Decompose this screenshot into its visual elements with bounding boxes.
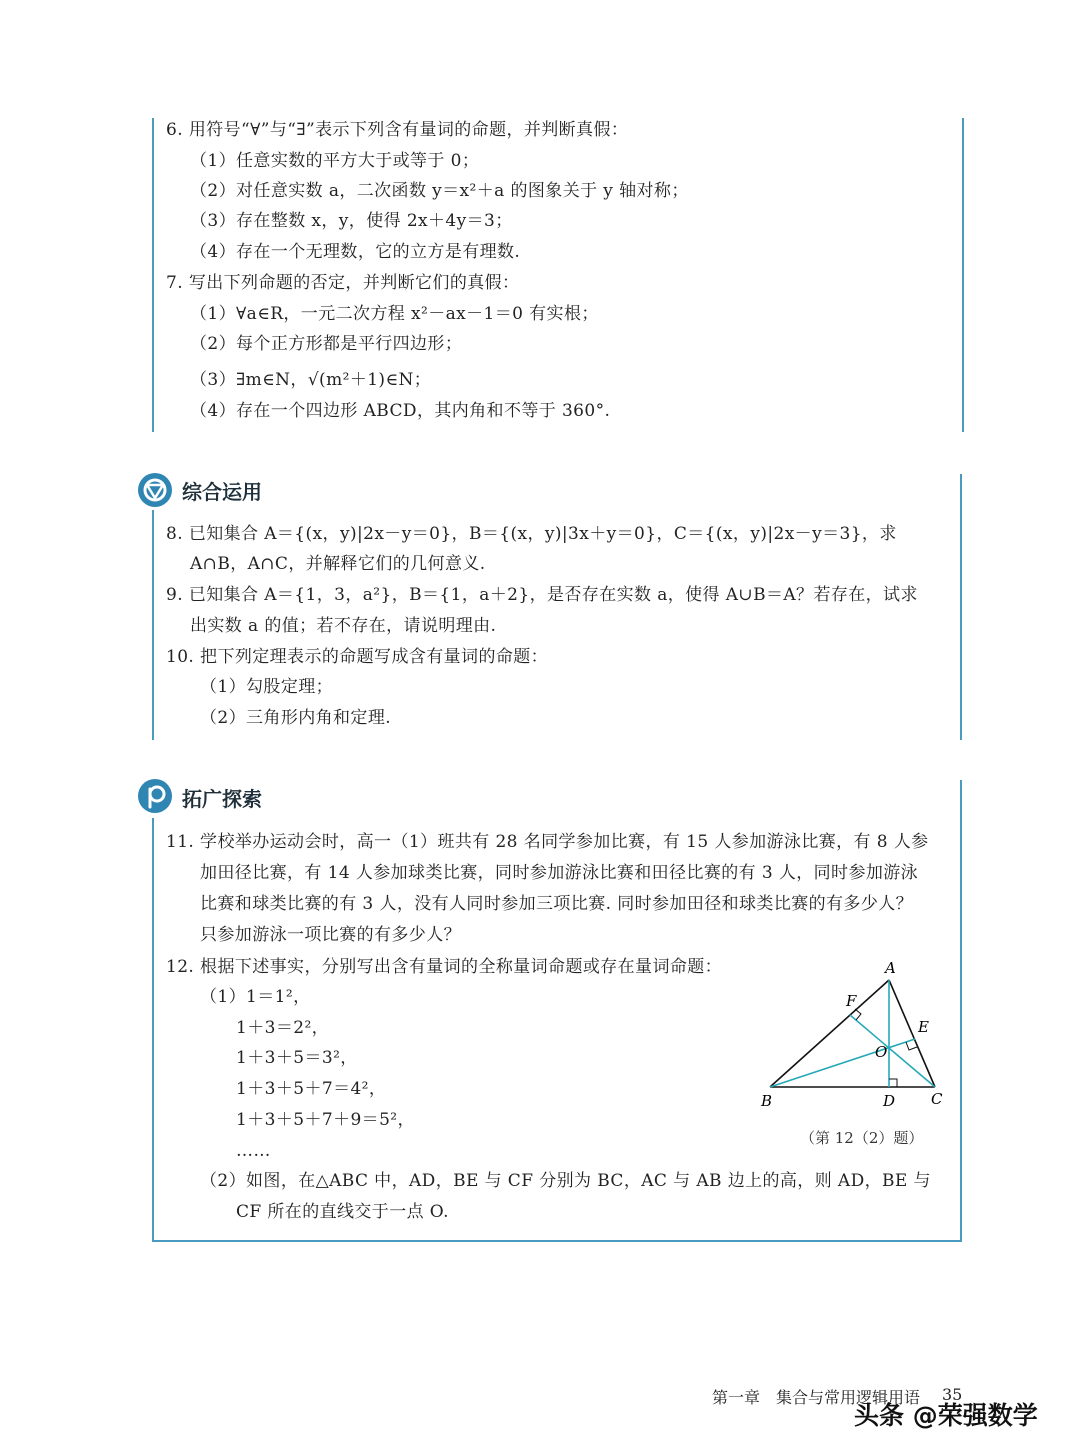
question-6-item-3: （3）存在整数 x，y，使得 2x＋4y＝3； bbox=[190, 211, 513, 231]
question-9-cont: 出实数 a 的值；若不存在，请说明理由. bbox=[190, 616, 497, 636]
question-6-item-2: （2）对任意实数 a，二次函数 y＝x²＋a 的图象关于 y 轴对称； bbox=[190, 181, 689, 201]
point-label-e: E bbox=[918, 1018, 929, 1036]
question-11-cont-3: 只参加游泳一项比赛的有多少人？ bbox=[200, 925, 461, 945]
sequence-line-3: 1＋3＋5＝3²， bbox=[236, 1048, 358, 1068]
footer-chapter: 第一章 集合与常用逻辑用语 bbox=[712, 1388, 921, 1407]
question-11: 11. 学校举办运动会时，高一（1）班共有 28 名同学参加比赛，有 15 人参加游泳比赛，有 8 人参 bbox=[166, 832, 929, 852]
section2-left-rule bbox=[152, 510, 154, 740]
vertex-label-c: C bbox=[931, 1090, 943, 1108]
question-6: 6. 用符号“∀”与“∃”表示下列含有量词的命题，并判断真假： bbox=[166, 120, 629, 140]
question-10-item-2: （2）三角形内角和定理. bbox=[200, 708, 392, 728]
question-10-item-1: （1）勾股定理； bbox=[200, 677, 334, 697]
right-angle-d bbox=[889, 1079, 897, 1087]
sequence-ellipsis: …… bbox=[236, 1141, 271, 1161]
question-7-item-4: （4）存在一个四边形 ABCD，其内角和不等于 360°. bbox=[190, 401, 611, 421]
figure-caption: （第 12（2）题） bbox=[800, 1129, 924, 1147]
altitude-be bbox=[770, 1039, 915, 1087]
sequence-line-5: 1＋3＋5＋7＋9＝5²， bbox=[236, 1110, 415, 1130]
triangle-figure bbox=[755, 960, 955, 1110]
question-7-item-3: （3）∃m∈N，√(m²＋1)∈N； bbox=[190, 370, 432, 390]
question-7: 7. 写出下列命题的否定，并判断它们的真假： bbox=[166, 273, 520, 293]
question-11-cont-2: 比赛和球类比赛的有 3 人，没有人同时参加三项比赛. 同时参加田径和球类比赛的有多少人？ bbox=[200, 894, 914, 914]
watermark-text: 头条 @荣强数学 bbox=[854, 1401, 1038, 1430]
section3-left-rule bbox=[152, 818, 154, 1242]
point-label-f: F bbox=[846, 992, 857, 1010]
extended-exploration-icon bbox=[136, 777, 174, 815]
vertex-label-b: B bbox=[761, 1092, 773, 1110]
section-heading-exploration: 拓广探索 bbox=[182, 787, 262, 811]
question-9: 9. 已知集合 A＝{1，3，a²}，B＝{1，a＋2}，是否存在实数 a，使得 A∪B＝A？若存在，试求 bbox=[166, 585, 918, 605]
question-12-item-1: （1）1＝1²， bbox=[200, 987, 311, 1007]
question-8: 8. 已知集合 A＝{(x，y)|2x－y＝0}，B＝{(x，y)|3x＋y＝0}，C＝{(x，y)|2x－y＝3}，求 bbox=[166, 524, 897, 544]
question-12-item-2: （2）如图，在△ABC 中，AD，BE 与 CF 分别为 BC，AC 与 AB 边上的高，则 AD，BE 与 bbox=[200, 1171, 931, 1191]
sequence-line-4: 1＋3＋5＋7＝4²， bbox=[236, 1079, 387, 1099]
footer-page-number: 35 bbox=[942, 1385, 963, 1404]
question-11-cont-1: 加田径比赛，有 14 人参加球类比赛，同时参加游泳比赛和田径比赛的有 3 人，同时参加游泳 bbox=[200, 863, 919, 883]
section-heading-comprehensive: 综合运用 bbox=[182, 480, 262, 504]
question-7-item-1: （1）∀a∈R，一元二次方程 x²－ax－1＝0 有实根； bbox=[190, 304, 599, 324]
vertex-label-a: A bbox=[885, 960, 896, 977]
question-8-cont: A∩B，A∩C，并解释它们的几何意义. bbox=[190, 554, 486, 574]
question-10: 10. 把下列定理表示的命题写成含有量词的命题： bbox=[166, 647, 549, 667]
point-label-o: O bbox=[875, 1043, 888, 1061]
question-12-item-2-cont: CF 所在的直线交于一点 O. bbox=[236, 1202, 449, 1222]
point-label-d: D bbox=[883, 1092, 896, 1110]
question-6-item-4: （4）存在一个无理数，它的立方是有理数. bbox=[190, 242, 521, 262]
question-7-item-2: （2）每个正方形都是平行四边形； bbox=[190, 334, 463, 354]
question-12: 12. 根据下述事实，分别写出含有量词的全称量词命题或存在量词命题： bbox=[166, 957, 723, 977]
question-6-item-1: （1）任意实数的平方大于或等于 0； bbox=[190, 151, 480, 171]
comprehensive-application-icon bbox=[136, 471, 174, 509]
sequence-line-2: 1＋3＝2²， bbox=[236, 1018, 330, 1038]
